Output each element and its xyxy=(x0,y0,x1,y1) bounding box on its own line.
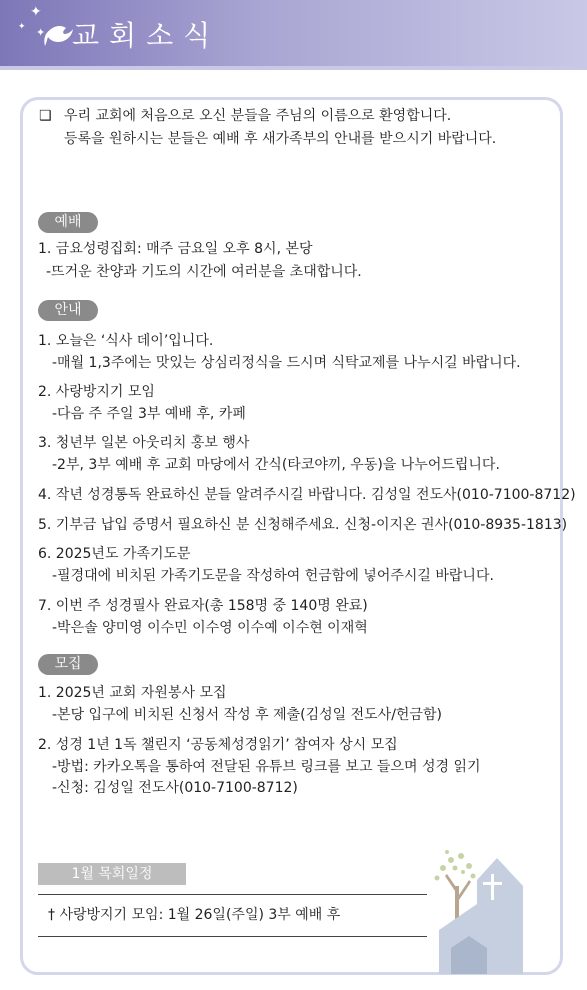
worship-item-detail: -뜨거운 찬양과 기도의 시간에 여러분을 초대합니다. xyxy=(46,264,362,280)
news-card xyxy=(20,97,563,975)
page-title: 교회소식 xyxy=(72,19,221,52)
welcome-text-line1: 우리 교회에 처음으로 오신 분들을 주님의 이름으로 환영합니다. xyxy=(64,108,452,124)
notice-item-detail: -2부, 3부 예배 후 교회 마당에서 간식(타코야끼, 우동)을 나누어드립니다. xyxy=(52,457,500,473)
header-underline xyxy=(0,66,587,70)
notice-item-title: 6. 2025년도 가족기도문 xyxy=(38,546,191,562)
recruit-item-title: 2. 성경 1년 1독 챌린지 ‘공동체성경읽기’ 참여자 상시 모집 xyxy=(38,737,398,753)
notice-item-title: 5. 기부금 납입 증명서 필요하신 분 신청해주세요. 신청-이지온 권사(010-8935-1813) xyxy=(38,517,568,533)
section-pill-worship: 예배 xyxy=(38,212,98,233)
notice-item-detail: -필경대에 비치된 가족기도문을 작성하여 헌금함에 넣어주시길 바랍니다. xyxy=(52,568,494,584)
church-icon xyxy=(427,846,527,974)
sparkle-icon: ✦ xyxy=(18,22,26,32)
notice-item-title: 7. 이번 주 성경필사 완료자(총 158명 중 140명 완료) xyxy=(38,598,368,614)
recruit-item-detail: -방법: 카카오톡을 통하여 전달된 유튜브 링크를 보고 들으며 성경 읽기 xyxy=(52,759,481,775)
worship-item-title: 1. 금요성령집회: 매주 금요일 오후 8시, 본당 xyxy=(38,241,313,257)
section-pill-recruit: 모집 xyxy=(38,654,98,675)
sparkle-icon: ✦ xyxy=(30,4,42,20)
notice-item-detail: -다음 주 주일 3부 예배 후, 카페 xyxy=(52,406,246,422)
sparkle-icon: ✦ xyxy=(36,26,46,39)
dove-icon xyxy=(44,20,74,48)
notice-item-title: 1. 오늘은 ‘식사 데이’입니다. xyxy=(38,333,214,349)
schedule-entry: † 사랑방지기 모임: 1월 26일(주일) 3부 예배 후 xyxy=(48,907,341,923)
welcome-bullet: ❑ xyxy=(39,108,52,124)
notice-item-detail: -박은솔 양미영 이수민 이수영 이수예 이수현 이재혁 xyxy=(52,620,368,636)
notice-item-title: 2. 사랑방지기 모임 xyxy=(38,384,155,400)
section-pill-notices: 안내 xyxy=(38,300,98,321)
schedule-divider-bottom xyxy=(38,936,427,937)
notice-item-title: 3. 청년부 일본 아웃리치 홍보 행사 xyxy=(38,435,250,451)
recruit-item-title: 1. 2025년 교회 자원봉사 모집 xyxy=(38,685,227,701)
notice-item-detail: -매월 1,3주에는 맛있는 상심리정식을 드시며 식탁교제를 나누시길 바랍니다. xyxy=(52,355,521,371)
recruit-item-detail: -신청: 김성일 전도사(010-7100-8712) xyxy=(52,780,298,796)
notice-item-title: 4. 작년 성경통독 완료하신 분들 알려주시길 바랍니다. 김성일 전도사(010-7100-8712) xyxy=(38,487,576,503)
welcome-text-line2: 등록을 원하시는 분들은 예배 후 새가족부의 안내를 받으시기 바랍니다. xyxy=(64,131,497,147)
schedule-header: 1월 목회일정 xyxy=(38,863,186,885)
schedule-divider-top xyxy=(38,894,427,895)
recruit-item-detail: -본당 입구에 비치된 신청서 작성 후 제출(김성일 전도사/헌금함) xyxy=(52,707,442,723)
